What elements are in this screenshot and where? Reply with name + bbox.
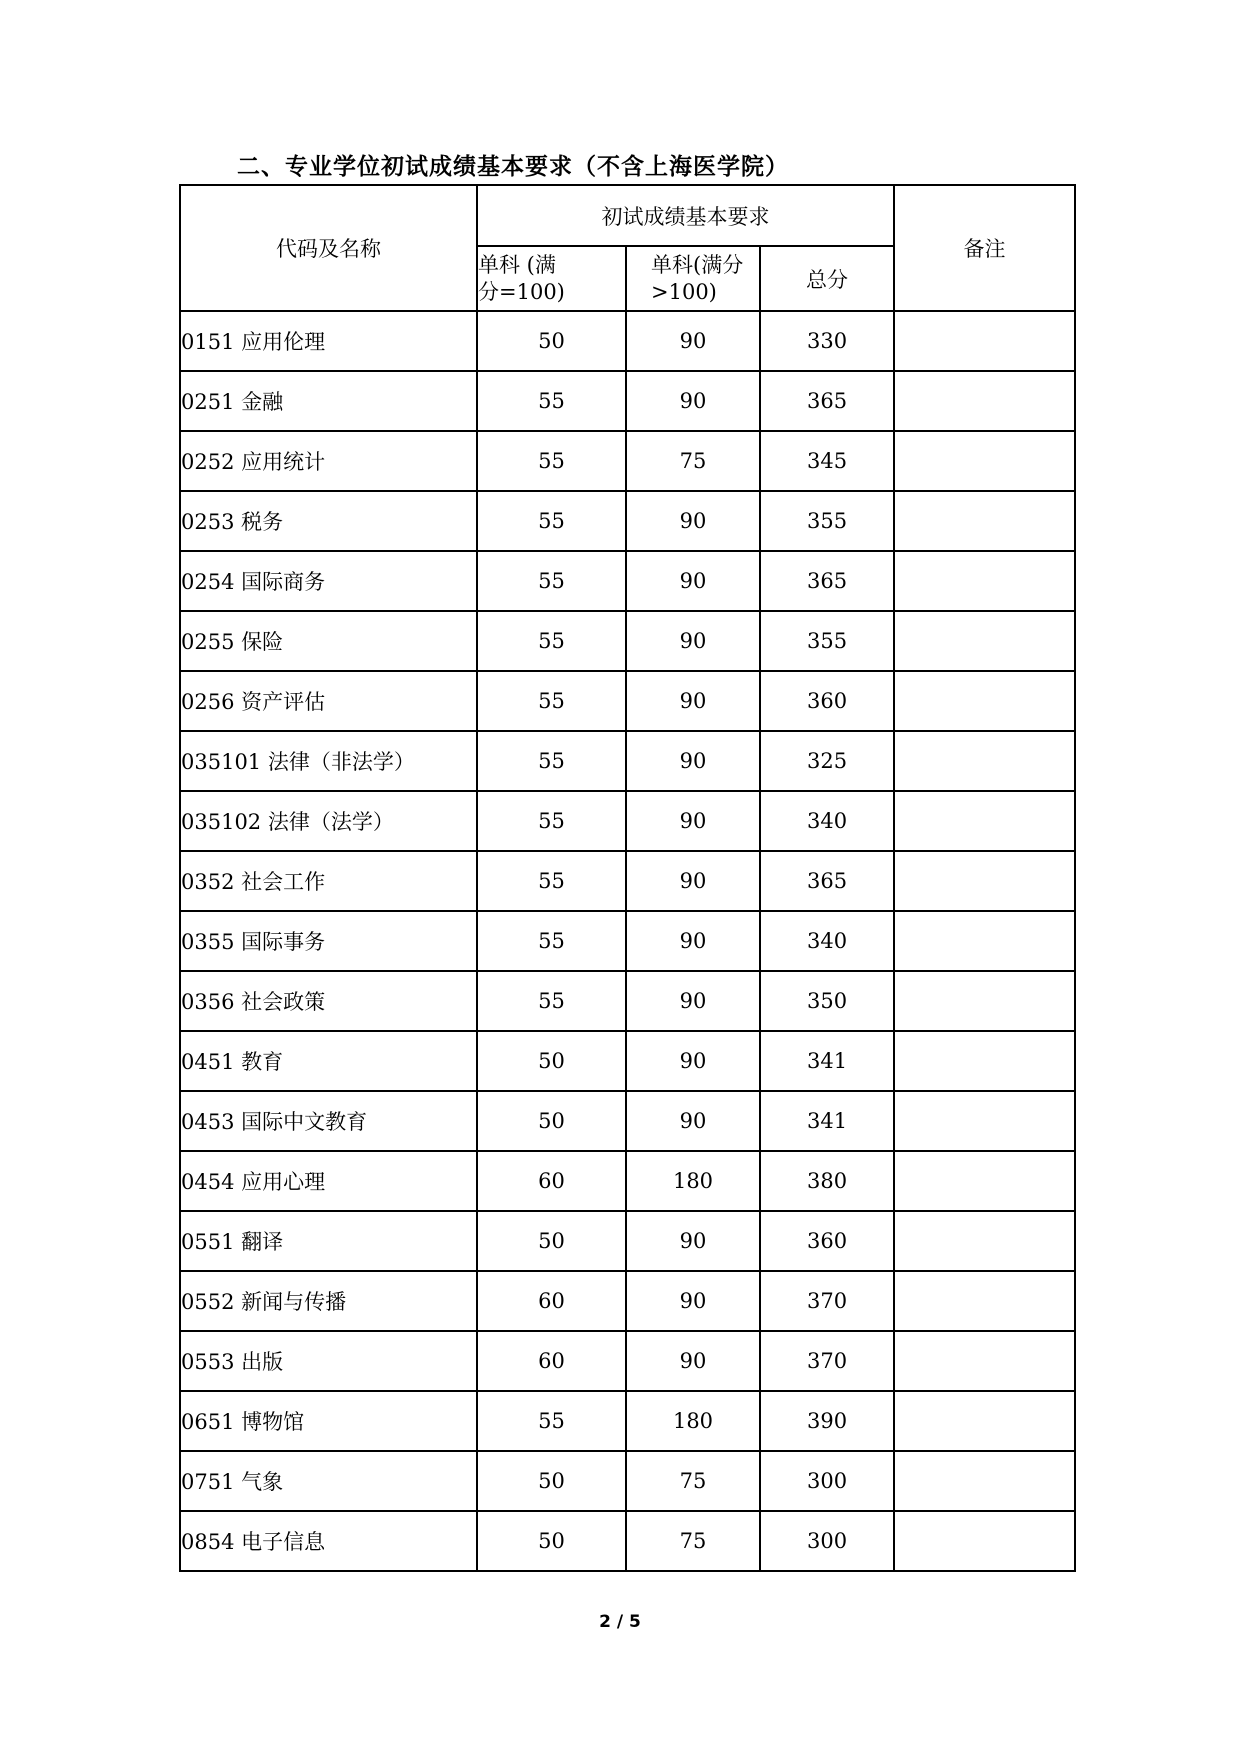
page-title: 二、专业学位初试成绩基本要求（不含上海医学院） bbox=[237, 154, 789, 180]
program-name-cell: 0151 应用伦理 bbox=[180, 311, 477, 371]
single-over100-cell: 90 bbox=[626, 731, 760, 791]
table-row bbox=[180, 1271, 1075, 1331]
program-name-cell: 0355 国际事务 bbox=[180, 911, 477, 971]
header-single-over100-line1: 单科(满分 bbox=[651, 252, 744, 277]
single-100-cell: 55 bbox=[477, 851, 626, 911]
header-note: 备注 bbox=[894, 185, 1075, 311]
table-row bbox=[180, 1151, 1075, 1211]
single-100-cell: 50 bbox=[477, 1091, 626, 1151]
note-cell bbox=[894, 611, 1075, 671]
single-over100-cell: 90 bbox=[626, 1271, 760, 1331]
single-over100-cell: 180 bbox=[626, 1391, 760, 1451]
program-name-cell: 0854 电子信息 bbox=[180, 1511, 477, 1571]
single-100-cell: 60 bbox=[477, 1271, 626, 1331]
total-score-cell: 341 bbox=[760, 1091, 894, 1151]
table-row bbox=[180, 1391, 1075, 1451]
note-cell bbox=[894, 1331, 1075, 1391]
single-100-cell: 55 bbox=[477, 551, 626, 611]
table-row bbox=[180, 431, 1075, 491]
program-name-cell: 035102 法律（法学） bbox=[180, 791, 477, 851]
note-cell bbox=[894, 731, 1075, 791]
single-100-cell: 50 bbox=[477, 1031, 626, 1091]
table-row bbox=[180, 1451, 1075, 1511]
total-score-cell: 330 bbox=[760, 311, 894, 371]
table-row bbox=[180, 311, 1075, 371]
program-name-cell: 0252 应用统计 bbox=[180, 431, 477, 491]
single-over100-cell: 90 bbox=[626, 791, 760, 851]
table-row bbox=[180, 851, 1075, 911]
table-row bbox=[180, 1511, 1075, 1571]
total-score-cell: 325 bbox=[760, 731, 894, 791]
single-over100-cell: 75 bbox=[626, 1451, 760, 1511]
header-total: 总分 bbox=[760, 246, 894, 311]
page-number: 2 / 5 bbox=[599, 1612, 641, 1632]
table-row bbox=[180, 1091, 1075, 1151]
score-requirements-table bbox=[179, 184, 1076, 1572]
single-over100-cell: 180 bbox=[626, 1151, 760, 1211]
total-score-cell: 300 bbox=[760, 1451, 894, 1511]
program-name-cell: 035101 法律（非法学） bbox=[180, 731, 477, 791]
single-100-cell: 55 bbox=[477, 791, 626, 851]
program-name-cell: 0251 金融 bbox=[180, 371, 477, 431]
single-100-cell: 55 bbox=[477, 671, 626, 731]
single-over100-cell: 90 bbox=[626, 551, 760, 611]
table-row bbox=[180, 911, 1075, 971]
note-cell bbox=[894, 551, 1075, 611]
single-100-cell: 60 bbox=[477, 1151, 626, 1211]
table-row bbox=[180, 1031, 1075, 1091]
header-single-over100-line2: >100) bbox=[651, 279, 717, 304]
program-name-cell: 0451 教育 bbox=[180, 1031, 477, 1091]
header-single-100-line1: 单科 (满 bbox=[478, 252, 556, 277]
single-100-cell: 55 bbox=[477, 1391, 626, 1451]
total-score-cell: 360 bbox=[760, 671, 894, 731]
note-cell bbox=[894, 311, 1075, 371]
single-100-cell: 50 bbox=[477, 1451, 626, 1511]
header-name: 代码及名称 bbox=[180, 185, 477, 311]
program-name-cell: 0254 国际商务 bbox=[180, 551, 477, 611]
single-over100-cell: 90 bbox=[626, 1211, 760, 1271]
single-100-cell: 50 bbox=[477, 1211, 626, 1271]
program-name-cell: 0454 应用心理 bbox=[180, 1151, 477, 1211]
program-name-cell: 0552 新闻与传播 bbox=[180, 1271, 477, 1331]
total-score-cell: 380 bbox=[760, 1151, 894, 1211]
single-100-cell: 55 bbox=[477, 971, 626, 1031]
note-cell bbox=[894, 371, 1075, 431]
table-header-row bbox=[180, 185, 1075, 246]
single-over100-cell: 90 bbox=[626, 311, 760, 371]
total-score-cell: 355 bbox=[760, 611, 894, 671]
single-over100-cell: 90 bbox=[626, 1031, 760, 1091]
total-score-cell: 340 bbox=[760, 791, 894, 851]
single-100-cell: 55 bbox=[477, 371, 626, 431]
total-score-cell: 365 bbox=[760, 851, 894, 911]
note-cell bbox=[894, 1271, 1075, 1331]
single-over100-cell: 90 bbox=[626, 611, 760, 671]
total-score-cell: 340 bbox=[760, 911, 894, 971]
single-100-cell: 55 bbox=[477, 431, 626, 491]
header-single-100 bbox=[477, 246, 626, 311]
table-row bbox=[180, 1211, 1075, 1271]
note-cell bbox=[894, 1451, 1075, 1511]
table-row bbox=[180, 791, 1075, 851]
table-row bbox=[180, 971, 1075, 1031]
single-100-cell: 60 bbox=[477, 1331, 626, 1391]
single-over100-cell: 90 bbox=[626, 491, 760, 551]
table-row bbox=[180, 671, 1075, 731]
program-name-cell: 0551 翻译 bbox=[180, 1211, 477, 1271]
single-100-cell: 50 bbox=[477, 1511, 626, 1571]
single-100-cell: 50 bbox=[477, 311, 626, 371]
single-over100-cell: 90 bbox=[626, 671, 760, 731]
note-cell bbox=[894, 491, 1075, 551]
total-score-cell: 350 bbox=[760, 971, 894, 1031]
header-single-over100 bbox=[626, 246, 760, 311]
single-over100-cell: 90 bbox=[626, 971, 760, 1031]
single-100-cell: 55 bbox=[477, 911, 626, 971]
note-cell bbox=[894, 1511, 1075, 1571]
single-100-cell: 55 bbox=[477, 731, 626, 791]
total-score-cell: 355 bbox=[760, 491, 894, 551]
total-score-cell: 370 bbox=[760, 1331, 894, 1391]
note-cell bbox=[894, 791, 1075, 851]
single-over100-cell: 90 bbox=[626, 1331, 760, 1391]
program-name-cell: 0751 气象 bbox=[180, 1451, 477, 1511]
note-cell bbox=[894, 851, 1075, 911]
table-row bbox=[180, 1331, 1075, 1391]
note-cell bbox=[894, 1151, 1075, 1211]
single-over100-cell: 75 bbox=[626, 431, 760, 491]
single-over100-cell: 90 bbox=[626, 371, 760, 431]
single-100-cell: 55 bbox=[477, 491, 626, 551]
program-name-cell: 0253 税务 bbox=[180, 491, 477, 551]
table-row bbox=[180, 551, 1075, 611]
header-score-group: 初试成绩基本要求 bbox=[477, 185, 894, 246]
table-row bbox=[180, 611, 1075, 671]
note-cell bbox=[894, 911, 1075, 971]
note-cell bbox=[894, 671, 1075, 731]
total-score-cell: 365 bbox=[760, 371, 894, 431]
header-single-100-line2: 分=100) bbox=[478, 279, 565, 304]
note-cell bbox=[894, 1091, 1075, 1151]
note-cell bbox=[894, 971, 1075, 1031]
total-score-cell: 341 bbox=[760, 1031, 894, 1091]
single-over100-cell: 90 bbox=[626, 911, 760, 971]
program-name-cell: 0553 出版 bbox=[180, 1331, 477, 1391]
single-100-cell: 55 bbox=[477, 611, 626, 671]
total-score-cell: 360 bbox=[760, 1211, 894, 1271]
total-score-cell: 300 bbox=[760, 1511, 894, 1571]
total-score-cell: 390 bbox=[760, 1391, 894, 1451]
program-name-cell: 0255 保险 bbox=[180, 611, 477, 671]
note-cell bbox=[894, 1031, 1075, 1091]
total-score-cell: 365 bbox=[760, 551, 894, 611]
table-body bbox=[180, 311, 1075, 1571]
note-cell bbox=[894, 1391, 1075, 1451]
single-over100-cell: 90 bbox=[626, 851, 760, 911]
table-row bbox=[180, 731, 1075, 791]
note-cell bbox=[894, 431, 1075, 491]
program-name-cell: 0356 社会政策 bbox=[180, 971, 477, 1031]
table-row bbox=[180, 491, 1075, 551]
total-score-cell: 345 bbox=[760, 431, 894, 491]
note-cell bbox=[894, 1211, 1075, 1271]
program-name-cell: 0453 国际中文教育 bbox=[180, 1091, 477, 1151]
total-score-cell: 370 bbox=[760, 1271, 894, 1331]
program-name-cell: 0256 资产评估 bbox=[180, 671, 477, 731]
single-over100-cell: 75 bbox=[626, 1511, 760, 1571]
program-name-cell: 0651 博物馆 bbox=[180, 1391, 477, 1451]
program-name-cell: 0352 社会工作 bbox=[180, 851, 477, 911]
table-row bbox=[180, 371, 1075, 431]
single-over100-cell: 90 bbox=[626, 1091, 760, 1151]
